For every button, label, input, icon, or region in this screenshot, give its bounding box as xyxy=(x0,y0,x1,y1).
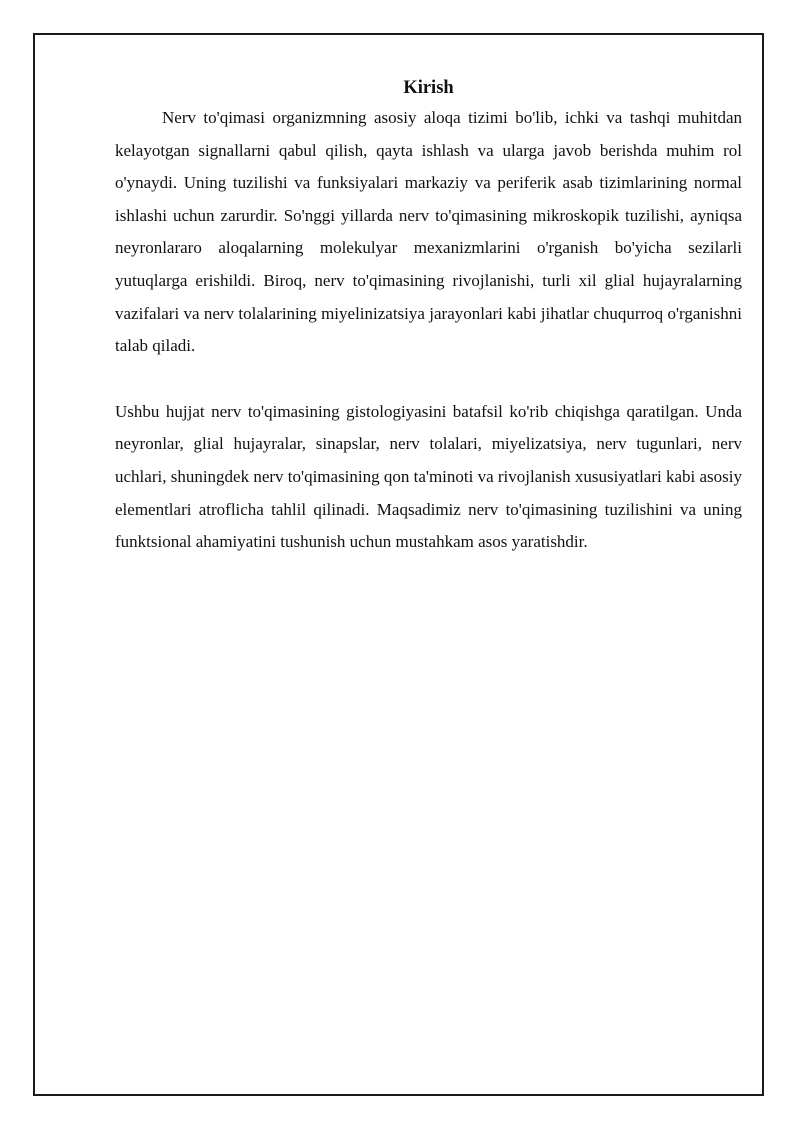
intro-paragraph-1: Nerv to'qimasi organizmning asosiy aloqa tizimi bo'lib, ichki va tashqi muhitdan kelayotgan signallarni qabul qilish, qayta ishlash va ularga javob berishda muhim rol o'ynaydi. Uning tuzilishi va funksiyalari markaziy va periferik asab tizimlarining normal ishlashi uchun zarurdir. So'nggi yillarda nerv to'qimasining mikroskopik tuzilishi, ayniqsa neyronlararo aloqalarning molekulyar mexanizmlarini o'rganish bo'yicha sezilarli yutuqlarga erishildi. Biroq, nerv to'qimasining rivojlanishi, turli xil glial hujayralarning vazifalari va nerv tolalarining miyelinizatsiya jarayonlari kabi jihatlar chuqurroq o'rganishni talab qiladi. xyxy=(115,108,742,356)
document-title: Kirish xyxy=(403,78,454,98)
intro-paragraph-2: Ushbu hujjat nerv to'qimasining gistologiyasini batafsil ko'rib chiqishga qaratilgan. Unda neyronlar, glial hujayralar, sinapslar, nerv tolalari, miyelizatsiya, nerv tugunlari, nerv uchlari, shuningdek nerv to'qimasining qon ta'minoti va rivojlanish xususiyatlari kabi asosiy elementlari atroflicha tahlil qilinadi. Maqsadimiz nerv to'qimasining tuzilishini va uning funktsional ahamiyatini tushunish uchun mustahkam asos yaratishdir. xyxy=(115,401,743,552)
document-body xyxy=(115,74,742,559)
